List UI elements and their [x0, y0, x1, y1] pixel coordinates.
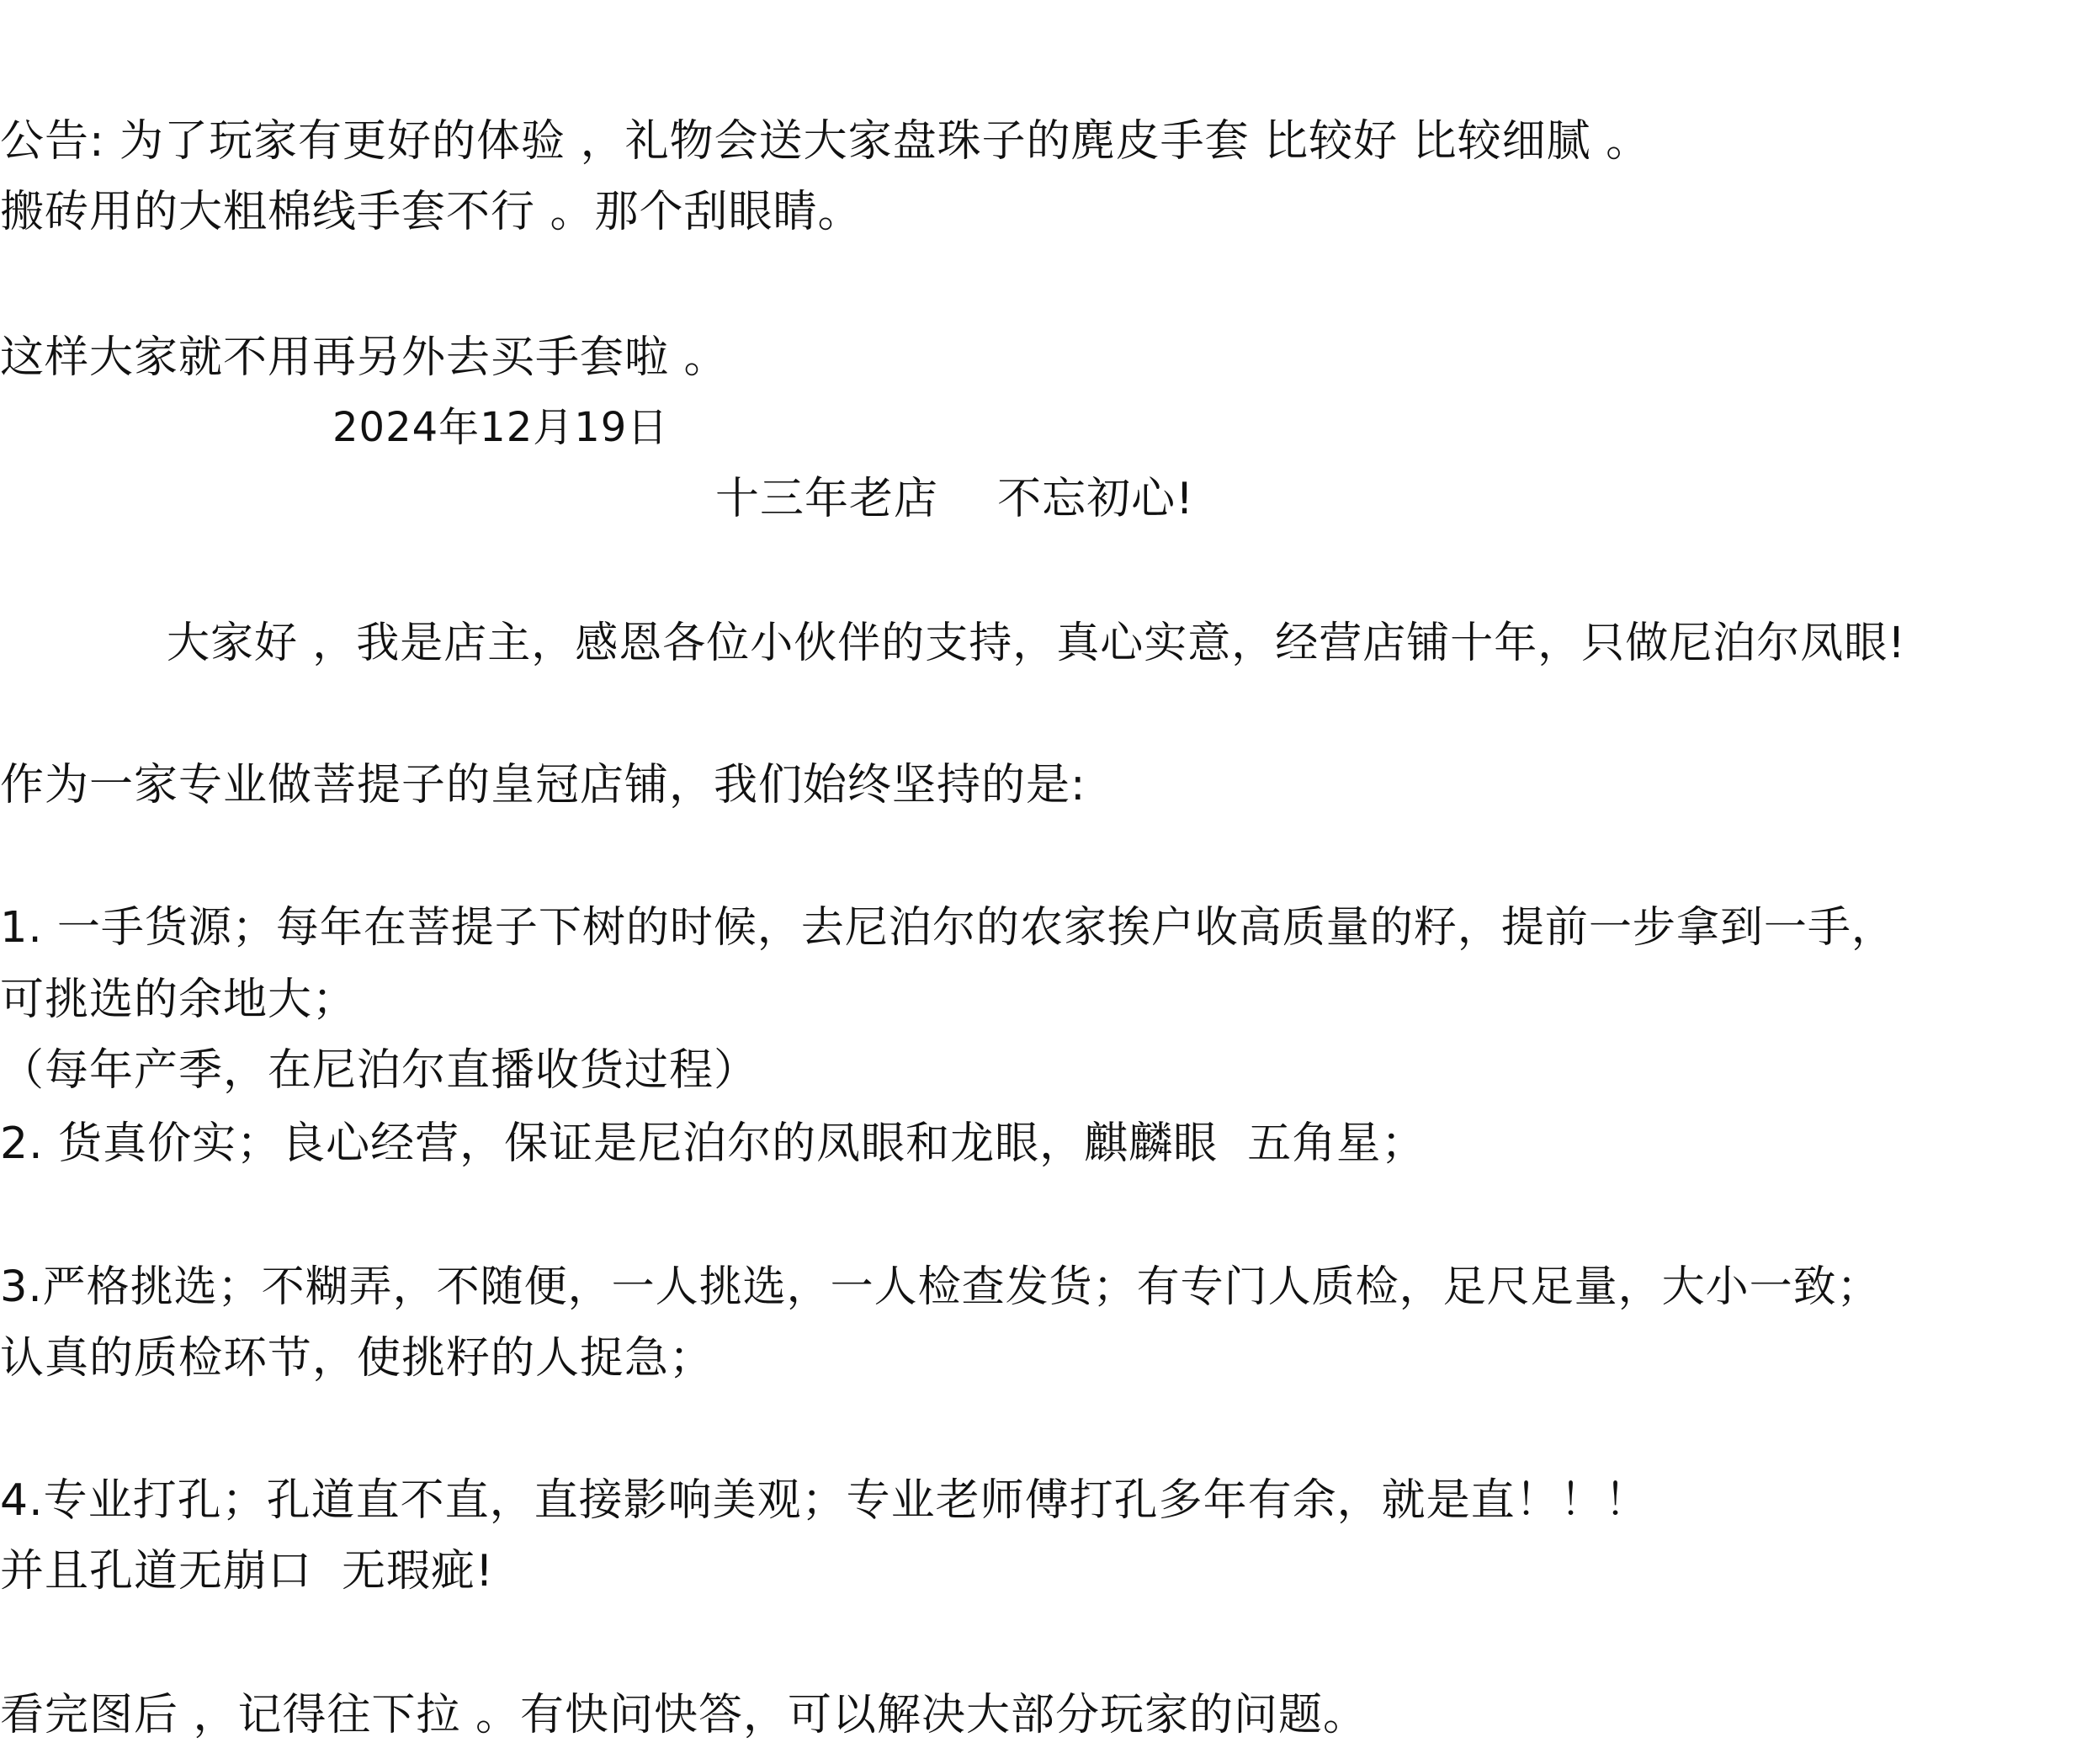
point-3-line-1: 3.严格挑选；不糊弄，不随便，一人挑选，一人检查发货；有专门人质检，足尺足量，大小一致； [0, 1262, 1881, 1312]
notice-date: 2024年12月19日 [332, 404, 669, 451]
point-4-line-1: 4.专业打孔；孔道直不直，直接影响美观；专业老师傅打孔多年有余，就是直！！！ [0, 1475, 1649, 1526]
notice-line-3: 这样大家就不用再另外去买手套啦 。 [0, 332, 729, 383]
point-4-line-2: 并且孔道无崩口 无瑕疵! [0, 1546, 494, 1597]
owner-greeting: 大家好 ，我是店主，感恩各位小伙伴的支持，真心实意，经营店铺十年，只做尼泊尔凤眼! [167, 619, 1906, 668]
point-1-line-2: 可挑选的余地大； [0, 975, 358, 1025]
footer-note: 看完图后 ，记得往下拉 。有快问快答，可以解决大部分玩家的问题。 [0, 1690, 1368, 1740]
shop-slogan: 十三年老店 不忘初心! [715, 474, 1194, 524]
notice-line-2: 搬砖用的大粗棉线手套不行 。那个刮眼睛。 [0, 187, 863, 237]
notice-line-1: 公告: 为了玩家有更好的体验 ，礼物会送大家盘珠子的麂皮手套 比较好 比较细腻 。 [0, 116, 1651, 167]
point-2-line-1: 2. 货真价实；良心经营，保证是尼泊尔的凤眼和龙眼，麒麟眼 五角星； [0, 1118, 1426, 1169]
point-1-line-1: 1. 一手货源；每年在菩提子下树的时候，去尼泊尔的农家挨户收高质量的籽，提前一步拿到一手， [0, 903, 1895, 953]
point-1-line-3: （每年产季，在尼泊尔直播收货过程） [0, 1045, 759, 1096]
point-3-line-2: 认真的质检环节，使挑籽的人捉急； [0, 1333, 714, 1384]
commitment-lead: 作为一家专业做菩提子的皇冠店铺，我们始终坚持的是: [0, 760, 1086, 810]
